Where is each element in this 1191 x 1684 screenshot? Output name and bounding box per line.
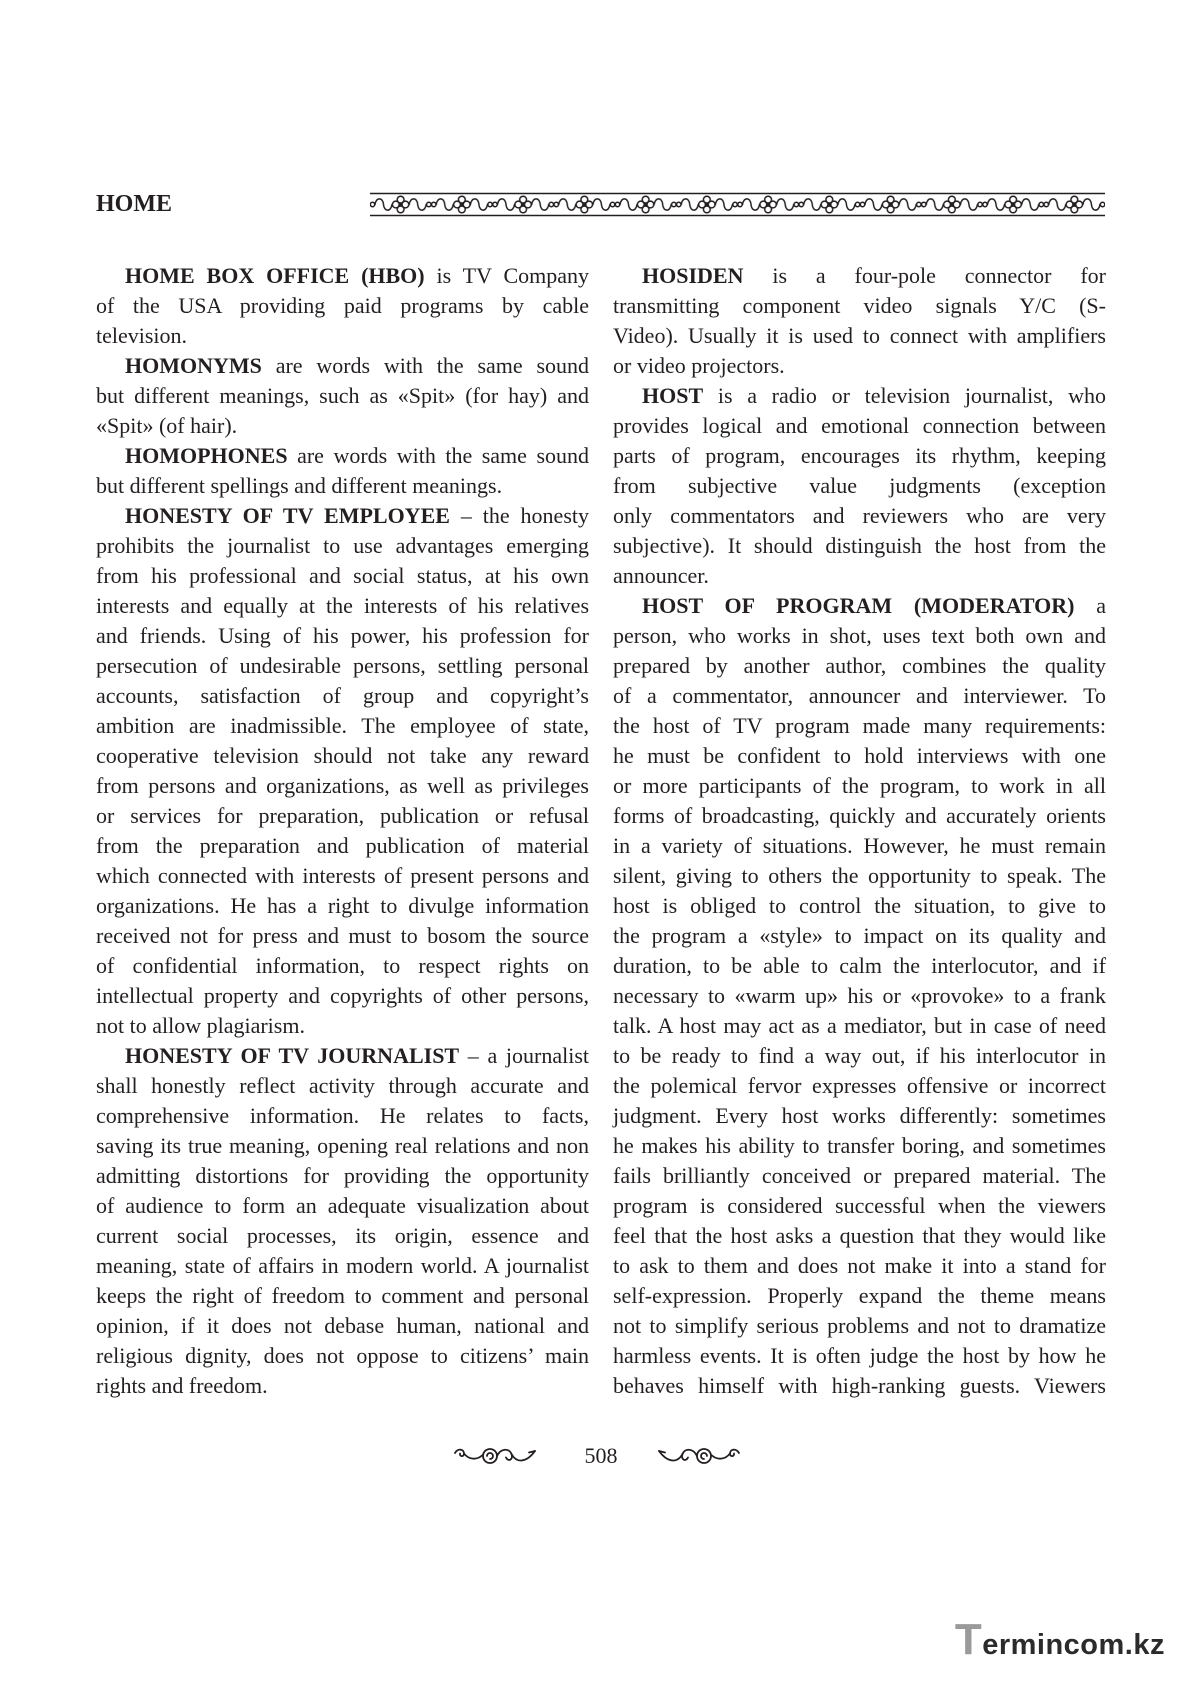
entry-text: shall honestly reflect activity through accurate and	[96, 1073, 589, 1098]
entry-text: are words with the same sound	[297, 443, 590, 468]
entry-text: keeps the right of freedom to comment and personal	[96, 1283, 589, 1308]
entry-line	[613, 1191, 1106, 1221]
entry-line	[613, 471, 1106, 501]
entry-first-line	[613, 591, 1106, 621]
entry-line	[613, 981, 1106, 1011]
dictionary-entry	[96, 1041, 589, 1401]
entry-line	[613, 1371, 1106, 1401]
entry-text: is a four-pole connector for	[772, 263, 1106, 288]
entry-text: opinion, if it does not debase human, national and	[96, 1313, 589, 1338]
entry-text: forms of broadcasting, quickly and accurately orients	[613, 803, 1106, 828]
entry-text: transmitting component video signals Y/C (S-	[613, 293, 1106, 318]
entry-text: behaves himself with high-ranking guests. Viewers	[613, 1373, 1106, 1398]
entry-text: is a radio or television journalist, who	[717, 383, 1107, 408]
entry-line	[96, 951, 589, 981]
entry-text: received not for press and must to bosom the source	[96, 923, 589, 948]
entry-line	[96, 891, 589, 921]
entry-text: subjective). It should distinguish the host from the	[613, 533, 1106, 558]
entry-text: or video projectors.	[613, 353, 785, 378]
entry-text: interests and equally at the interests of his relatives	[96, 593, 589, 618]
entry-text: only commentators and reviewers who are very	[613, 503, 1106, 528]
dictionary-entry	[96, 501, 589, 1041]
entry-line	[613, 621, 1106, 651]
entry-line	[613, 861, 1106, 891]
entry-line	[96, 1371, 589, 1401]
entry-first-line	[96, 501, 589, 531]
entry-text: program is considered successful when the viewers	[613, 1193, 1106, 1218]
entry-text: not to simplify serious problems and not to dramatize	[613, 1313, 1106, 1338]
entry-text: or services for preparation, publication or refusal	[96, 803, 589, 828]
entry-term: HONESTY OF TV JOURNALIST	[125, 1043, 460, 1068]
entry-line	[96, 801, 589, 831]
entry-term: HOSIDEN	[642, 263, 744, 288]
entry-line	[96, 1131, 589, 1161]
entry-first-line	[96, 441, 589, 471]
entry-line	[96, 861, 589, 891]
entry-text: of audience to form an adequate visualization about	[96, 1193, 589, 1218]
entry-text: current social processes, its origin, essence and	[96, 1223, 589, 1248]
entry-text: fails brilliantly conceived or prepared material. The	[613, 1163, 1106, 1188]
watermark-logo: Termincom.kz	[954, 1615, 1165, 1664]
dictionary-entry	[96, 351, 589, 441]
entry-line	[613, 1221, 1106, 1251]
entry-term: HOMONYMS	[125, 353, 262, 378]
entry-text: saving its true meaning, opening real relations and non	[96, 1133, 589, 1158]
entry-text: the program a «style» to impact on its quality and	[613, 923, 1106, 948]
entry-line	[613, 1251, 1106, 1281]
entry-text: of the USA providing paid programs by cable	[96, 293, 589, 318]
entry-text: necessary to «warm up» his or «provoke» to a frank	[613, 983, 1106, 1008]
entry-text: self-expression. Properly expand the theme means	[613, 1283, 1106, 1308]
entry-text: which connected with interests of present persons and	[96, 863, 589, 888]
entry-text: but different meanings, such as «Spit» (for hay) and	[96, 383, 589, 408]
entry-text: a	[1096, 593, 1107, 618]
entry-text: from subjective value judgments (exception	[613, 473, 1106, 498]
entry-line	[96, 1281, 589, 1311]
right-column	[613, 261, 1106, 1401]
entry-line	[613, 561, 1106, 591]
entry-line	[613, 1011, 1106, 1041]
entry-first-line	[96, 1041, 589, 1071]
entry-text: announcer.	[613, 563, 709, 588]
entry-text: harmless events. It is often judge the host by how he	[613, 1343, 1106, 1368]
entry-line	[96, 1011, 589, 1041]
entry-line	[96, 1071, 589, 1101]
entry-line	[613, 1071, 1106, 1101]
entry-line	[96, 561, 589, 591]
dictionary-entry	[613, 381, 1106, 591]
entry-text: to be ready to find a way out, if his interlocutor in	[613, 1043, 1106, 1068]
entry-line	[613, 1281, 1106, 1311]
entry-line	[96, 1221, 589, 1251]
entry-term: HOMOPHONES	[125, 443, 288, 468]
entry-text: to ask to them and does not make it into a stand for	[613, 1253, 1106, 1278]
entry-line	[96, 591, 589, 621]
folio-ornament-right-icon	[656, 1444, 742, 1468]
entry-text: silent, giving to others the opportunity to speak. The	[613, 863, 1106, 888]
entry-line	[96, 1101, 589, 1131]
entry-line	[613, 681, 1106, 711]
left-column	[96, 261, 589, 1401]
entry-line	[613, 711, 1106, 741]
entry-text: television.	[96, 323, 188, 348]
entry-term: HONESTY OF TV EMPLOYEE	[125, 503, 450, 528]
entry-text: parts of program, encourages its rhythm, keeping	[613, 443, 1106, 468]
entry-text: – the honesty	[460, 503, 589, 528]
entry-text: host is obliged to control the situation, to give to	[613, 893, 1106, 918]
entry-text: but different spellings and different meanings.	[96, 473, 503, 498]
entry-text: the host of TV program made many requirements:	[613, 713, 1106, 738]
entry-line	[613, 1041, 1106, 1071]
entry-line	[613, 801, 1106, 831]
entry-line	[613, 1101, 1106, 1131]
entry-text: accounts, satisfaction of group and copyright’s	[96, 683, 589, 708]
entry-text: ambition are inadmissible. The employee of state,	[96, 713, 589, 738]
entry-line	[96, 1251, 589, 1281]
entry-text: from persons and organizations, as well as privileges	[96, 773, 589, 798]
entry-line	[613, 321, 1106, 351]
entry-line	[96, 681, 589, 711]
entry-line	[96, 531, 589, 561]
running-head: HOME	[96, 191, 172, 217]
entry-text: – a journalist	[467, 1043, 590, 1068]
entry-text: organizations. He has a right to divulge information	[96, 893, 589, 918]
entry-text: in a variety of situations. However, he must remain	[613, 833, 1106, 858]
page-number: 508	[584, 1443, 618, 1468]
dictionary-entry	[96, 261, 589, 351]
entry-line	[613, 651, 1106, 681]
entry-line	[96, 471, 589, 501]
entry-line	[96, 1341, 589, 1371]
entry-line	[96, 1311, 589, 1341]
entry-line	[613, 771, 1106, 801]
entry-term: HOST	[642, 383, 704, 408]
folio-ornament-left-icon	[452, 1444, 538, 1468]
entry-text: cooperative television should not take any reward	[96, 743, 589, 768]
entry-line	[96, 1191, 589, 1221]
entry-line	[613, 741, 1106, 771]
entry-text: from his professional and social status, at his own	[96, 563, 589, 588]
entry-text: or more participants of the program, to work in all	[613, 773, 1106, 798]
dictionary-entry	[96, 441, 589, 501]
entry-text: the polemical fervor expresses offensive or incorrect	[613, 1073, 1106, 1098]
entry-text: duration, to be able to calm the interlocutor, and if	[613, 953, 1106, 978]
entry-line	[96, 921, 589, 951]
entry-line	[96, 741, 589, 771]
header-ornament-icon	[370, 192, 1105, 217]
entry-term: HOST OF PROGRAM (MODERATOR)	[642, 593, 1075, 618]
entry-text: religious dignity, does not oppose to citizens’ main	[96, 1343, 589, 1368]
entry-line	[613, 921, 1106, 951]
entry-line	[613, 411, 1106, 441]
entry-line	[613, 1341, 1106, 1371]
entry-line	[96, 771, 589, 801]
entry-text: talk. A host may act as a mediator, but in case of need	[613, 1013, 1106, 1038]
entry-text: persecution of undesirable persons, settling personal	[96, 653, 589, 678]
entry-line	[96, 411, 589, 441]
entry-text: person, who works in shot, uses text both own and	[613, 623, 1106, 648]
entry-line	[96, 981, 589, 1011]
entry-line	[613, 441, 1106, 471]
entry-line	[96, 621, 589, 651]
entry-line	[96, 831, 589, 861]
entry-text: «Spit» (of hair).	[96, 413, 238, 438]
entry-text: rights and freedom.	[96, 1373, 268, 1398]
entry-line	[613, 501, 1106, 531]
dictionary-entry	[613, 261, 1106, 381]
entry-line	[96, 321, 589, 351]
entry-line	[96, 651, 589, 681]
entry-line	[613, 1161, 1106, 1191]
entry-line	[96, 381, 589, 411]
entry-first-line	[613, 381, 1106, 411]
entry-text: provides logical and emotional connection between	[613, 413, 1106, 438]
entry-line	[613, 831, 1106, 861]
entry-text: of confidential information, to respect rights on	[96, 953, 589, 978]
entry-text: are words with the same sound	[275, 353, 590, 378]
entry-text: feel that the host asks a question that they would like	[613, 1223, 1106, 1248]
entry-line	[613, 891, 1106, 921]
entry-text: he makes his ability to transfer boring, and sometimes	[613, 1133, 1106, 1158]
entry-line	[96, 291, 589, 321]
entry-line	[613, 531, 1106, 561]
entry-text: from the preparation and publication of material	[96, 833, 589, 858]
entry-text: of a commentator, announcer and interviewer. To	[613, 683, 1106, 708]
entry-text: prohibits the journalist to use advantages emerging	[96, 533, 589, 558]
entry-text: admitting distortions for providing the opportunity	[96, 1163, 589, 1188]
dictionary-entry	[613, 591, 1106, 1401]
entry-text: judgment. Every host works differently: sometimes	[613, 1103, 1106, 1128]
entry-text: he must be confident to hold interviews with one	[613, 743, 1106, 768]
entry-text: meaning, state of affairs in modern world. A journalist	[96, 1253, 589, 1278]
entry-text: is TV Company	[436, 263, 590, 288]
entry-line	[613, 1131, 1106, 1161]
entry-term: HOME BOX OFFICE (HBO)	[125, 263, 425, 288]
entry-text: Video). Usually it is used to connect with amplifiers	[613, 323, 1106, 348]
entry-line	[96, 1161, 589, 1191]
entry-text: intellectual property and copyrights of other persons,	[96, 983, 589, 1008]
entry-text: comprehensive information. He relates to facts,	[96, 1103, 589, 1128]
entry-line	[613, 1311, 1106, 1341]
entry-text: not to allow plagiarism.	[96, 1013, 305, 1038]
entry-first-line	[96, 261, 589, 291]
entry-line	[613, 351, 1106, 381]
entry-text: and friends. Using of his power, his profession for	[96, 623, 589, 648]
entry-first-line	[96, 351, 589, 381]
entry-line	[613, 291, 1106, 321]
entry-line	[96, 711, 589, 741]
entry-text: prepared by another author, combines the quality	[613, 653, 1106, 678]
entry-first-line	[613, 261, 1106, 291]
entry-line	[613, 951, 1106, 981]
